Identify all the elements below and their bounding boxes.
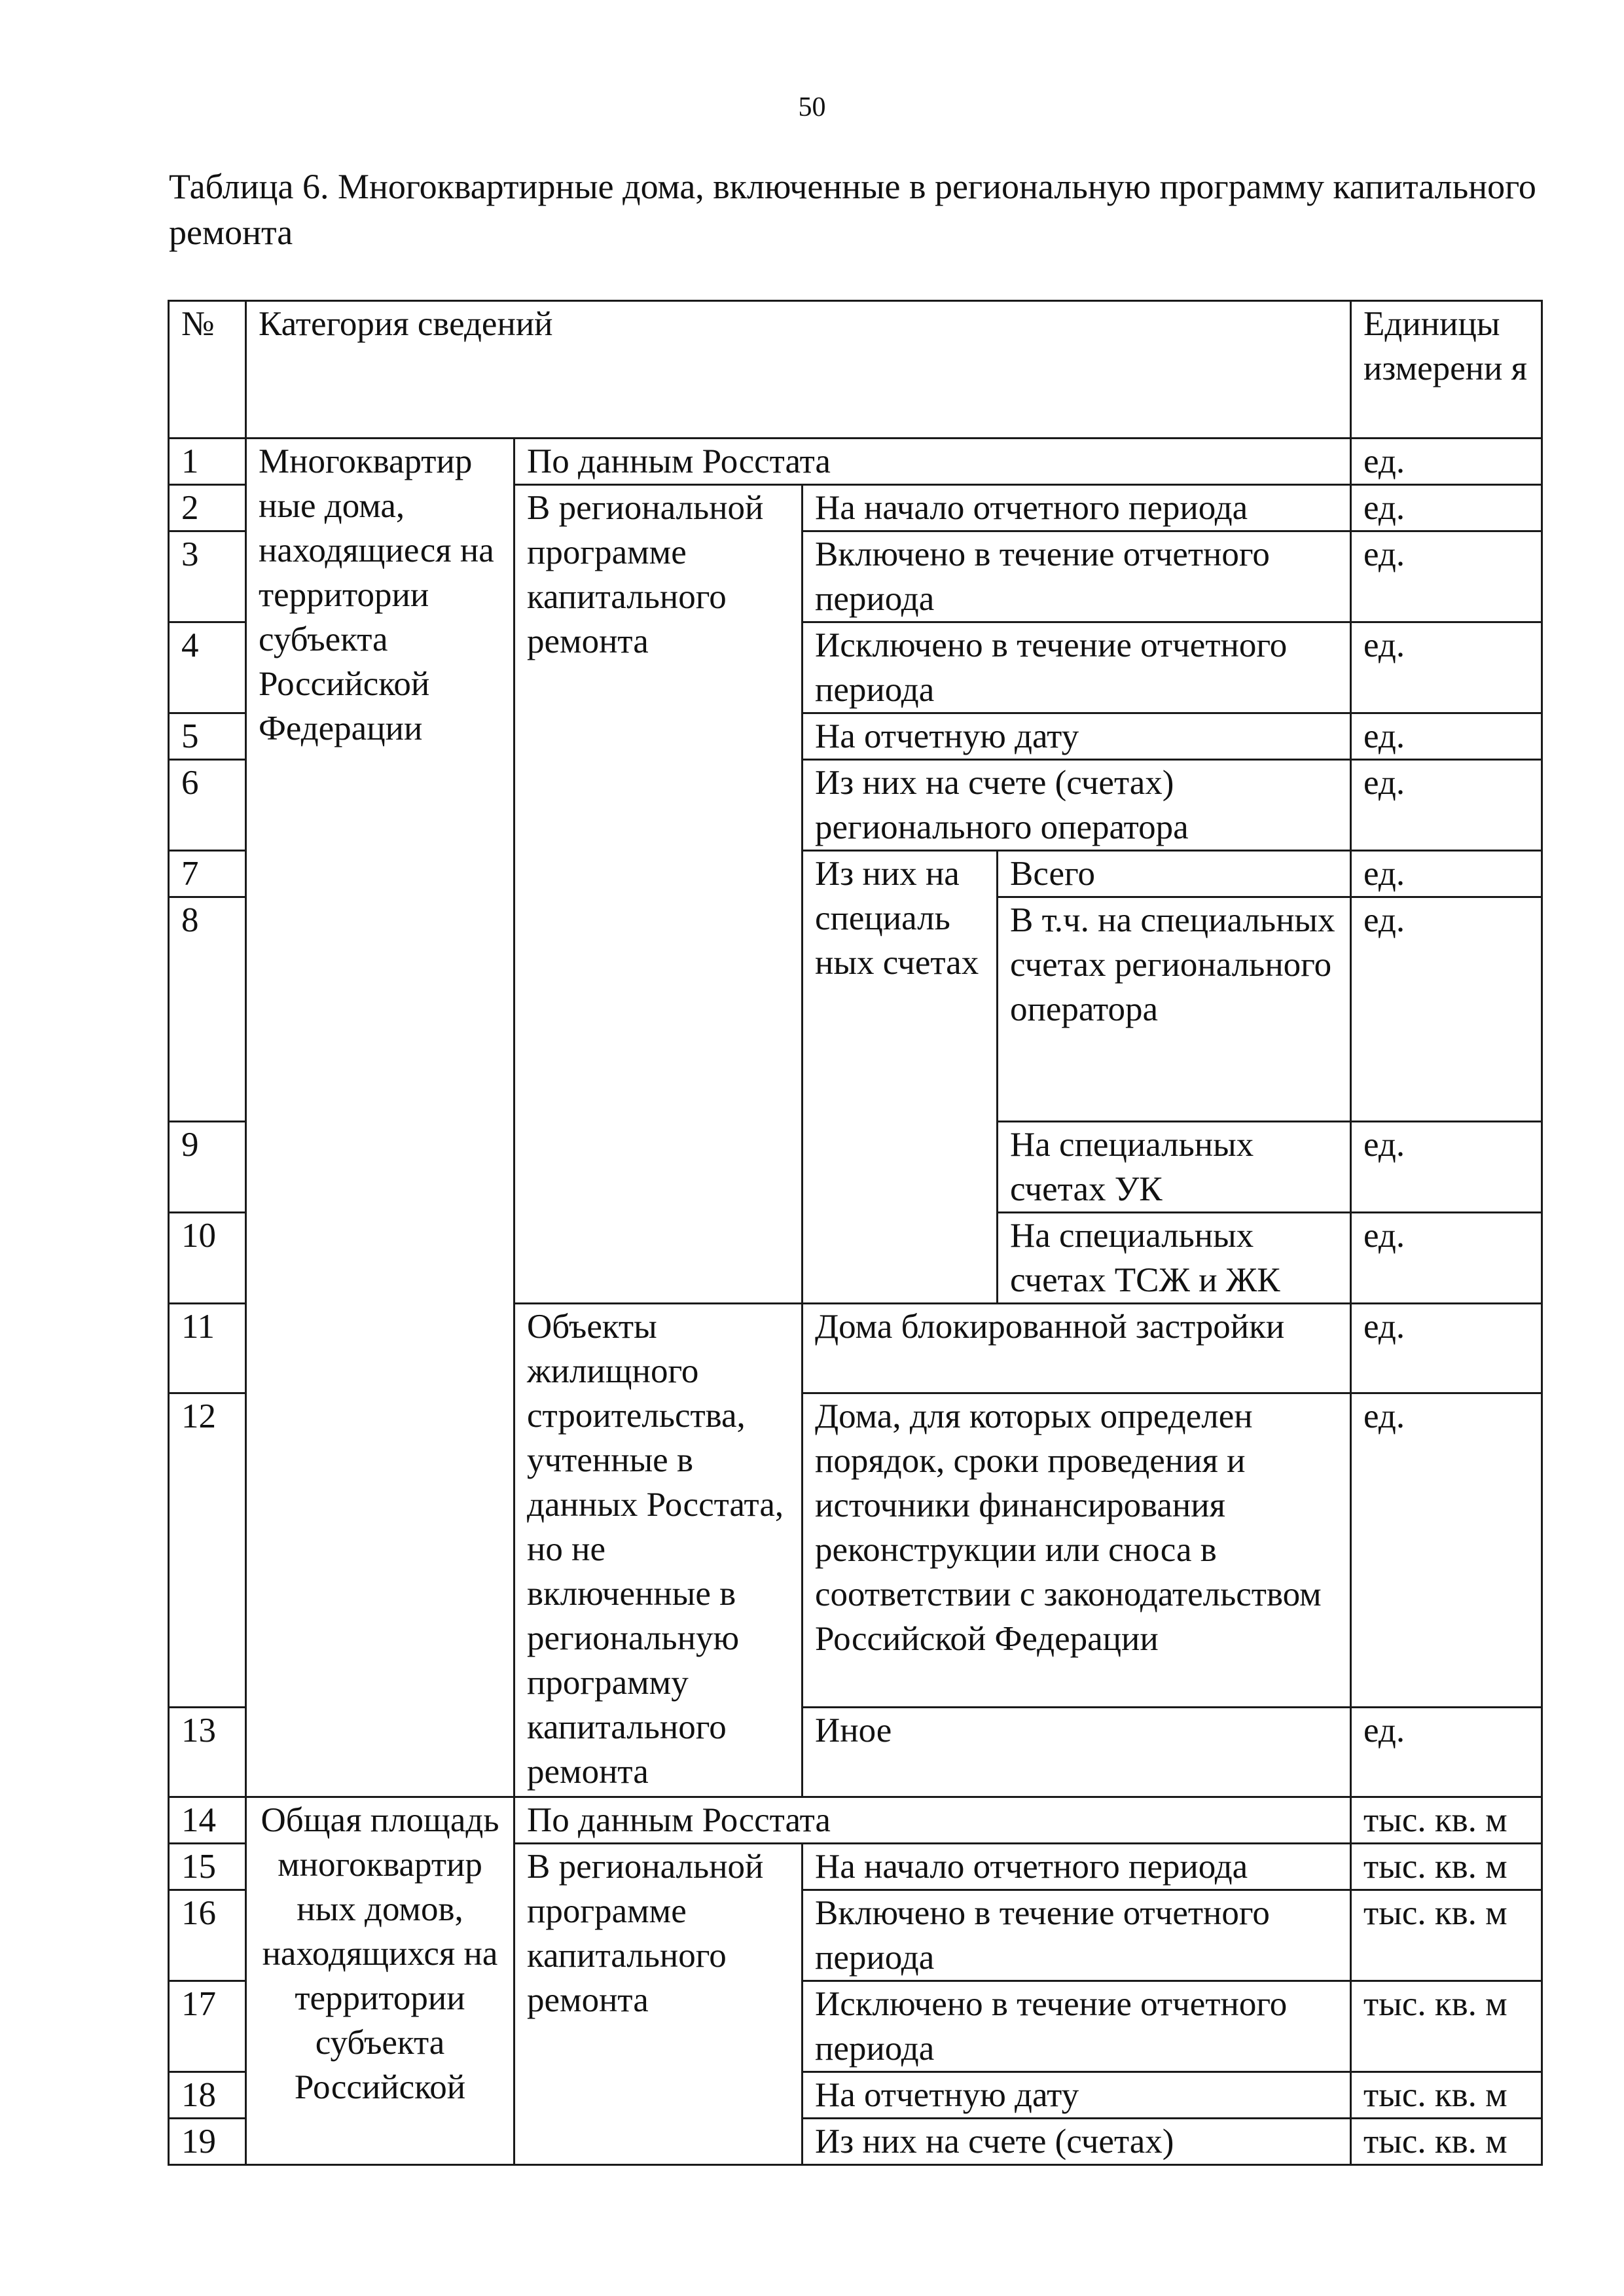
unit-cell: тыс. кв. м [1351,2072,1542,2119]
unit-cell: ед. [1351,622,1542,713]
row-number: 12 [169,1393,246,1708]
unit-cell: ед. [1351,1393,1542,1708]
unit-cell: ед. [1351,531,1542,622]
row-number: 1 [169,439,246,485]
sub-program-area: В региональной программе капитального ремонта [514,1844,803,2165]
unit-cell: тыс. кв. м [1351,1890,1542,1981]
group-2-label: Общая площадь многоквартир ных домов, находящихся на территории субъекта Российской [246,1797,514,2165]
sub-rosstat-area: По данным Росстата [514,1797,1351,1844]
row-text: Исключено в течение отчетного периода [803,622,1351,713]
unit-cell: ед. [1351,1122,1542,1213]
row-text: В т.ч. на специальных счетах регионального оператора [998,897,1351,1122]
row-number: 17 [169,1981,246,2072]
unit-cell: ед. [1351,485,1542,531]
table-header-row [169,301,1542,439]
row-text: Дома блокированной застройки [803,1304,1351,1393]
unit-cell: ед. [1351,439,1542,485]
header-unit: Единицы измерени я [1351,301,1542,439]
table-row [169,1797,1542,1844]
row-text: Иное [803,1708,1351,1797]
row-text: На отчетную дату [803,2072,1351,2119]
row-number: 18 [169,2072,246,2119]
row-number: 14 [169,1797,246,1844]
row-text: Из них на счете (счетах) регионального оператора [803,760,1351,851]
row-number: 8 [169,897,246,1122]
table-row [169,439,1542,485]
row-text: Исключено в течение отчетного периода [803,1981,1351,2072]
row-number: 13 [169,1708,246,1797]
unit-cell: ед. [1351,1213,1542,1304]
row-number: 10 [169,1213,246,1304]
row-number: 5 [169,713,246,760]
unit-cell: ед. [1351,897,1542,1122]
row-text: На начало отчетного периода [803,1844,1351,1890]
row-number: 7 [169,851,246,897]
row-text: На отчетную дату [803,713,1351,760]
data-table [168,300,1543,2166]
unit-cell: тыс. кв. м [1351,2119,1542,2165]
unit-cell: ед. [1351,851,1542,897]
unit-cell: тыс. кв. м [1351,1844,1542,1890]
row-text: На специальных счетах ТСЖ и ЖК [998,1213,1351,1304]
unit-cell: тыс. кв. м [1351,1797,1542,1844]
unit-cell: ед. [1351,713,1542,760]
row-number: 19 [169,2119,246,2165]
sub-rosstat: По данным Росстата [514,439,1351,485]
row-text: Включено в течение отчетного периода [803,531,1351,622]
row-text: Всего [998,851,1351,897]
row-text: Включено в течение отчетного периода [803,1890,1351,1981]
unit-cell: ед. [1351,1304,1542,1393]
sub-excluded-objects: Объекты жилищного строительства, учтенные в данных Росстата, но не включенные в региональную программу капитального ремонта [514,1304,803,1797]
row-text: На специальных счетах УК [998,1122,1351,1213]
row-number: 9 [169,1122,246,1213]
row-number: 16 [169,1890,246,1981]
header-category: Категория сведений [246,301,1351,439]
page-number: 50 [798,92,826,122]
row-text: Дома, для которых определен порядок, сроки проведения и источники финансирования реконструкции или сноса в соответствии с законодательством Российской Федерации [803,1393,1351,1708]
sub-program: В региональной программе капитального ремонта [514,485,803,1304]
row-number: 2 [169,485,246,531]
header-num: № [169,301,246,439]
unit-cell: ед. [1351,1708,1542,1797]
group-1-label: Многоквартир ные дома, находящиеся на территории субъекта Российской Федерации [246,439,514,1797]
row-number: 6 [169,760,246,851]
unit-cell: ед. [1351,760,1542,851]
row-number: 11 [169,1304,246,1393]
table-caption: Таблица 6. Многоквартирные дома, включенные в региональную программу капитального ремонта [169,167,1536,252]
row-number: 3 [169,531,246,622]
sub-special-accounts: Из них на специаль ных счетах [803,851,998,1304]
row-text: Из них на счете (счетах) [803,2119,1351,2165]
row-text: На начало отчетного периода [803,485,1351,531]
row-number: 15 [169,1844,246,1890]
unit-cell: тыс. кв. м [1351,1981,1542,2072]
row-number: 4 [169,622,246,713]
